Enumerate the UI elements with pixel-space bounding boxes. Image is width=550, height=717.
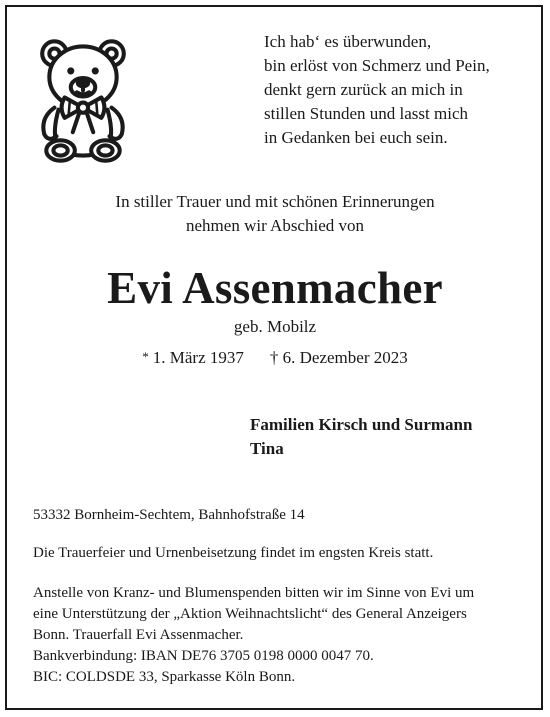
address: 53332 Bornheim-Sechtem, Bahnhofstraße 14 [33,507,305,523]
maiden-name: geb. Mobilz [233,317,317,336]
mourning-intro [0,190,550,238]
donation-line: eine Unterstützung der „Aktion Weihnachtslicht“ des General Anzeigers [33,606,467,622]
mourner-line: Familien Kirsch und Surmann [250,415,473,434]
intro-line: nehmen wir Abschied von [186,216,364,235]
poem-line: stillen Stunden und lasst mich [264,104,468,123]
poem-line: in Gedanken bei euch sein. [264,128,448,147]
deceased-name: Evi Assenmacher [107,263,443,313]
poem-line: Ich hab‘ es überwunden, [264,32,432,51]
donation-note [33,583,533,688]
poem-line: bin erlöst von Schmerz und Pein, [264,56,490,75]
birth-date: 1. März 1937 [152,348,244,367]
intro-line: In stiller Trauer und mit schönen Erinnerungen [115,192,435,211]
death-symbol: † [269,348,279,367]
memorial-poem [264,30,534,150]
life-dates [0,345,550,370]
birth-symbol: * [142,349,149,364]
donation-line: Bankverbindung: IBAN DE76 3705 0198 0000 0047 70. [33,648,374,664]
funeral-note: Die Trauerfeier und Urnenbeisetzung findet im engsten Kreis statt. [33,545,434,561]
mourners-list [250,413,540,461]
death-date: 6. Dezember 2023 [282,348,408,367]
donation-line: Anstelle von Kranz- und Blumenspenden bitten wir im Sinne von Evi um [33,585,475,601]
donation-line: Bonn. Trauerfall Evi Assenmacher. [33,627,244,643]
donation-line: BIC: COLDSDE 33, Sparkasse Köln Bonn. [33,669,296,685]
poem-line: denkt gern zurück an mich in [264,80,463,99]
teddy-bear-icon [32,36,134,164]
mourner-line: Tina [250,439,284,458]
